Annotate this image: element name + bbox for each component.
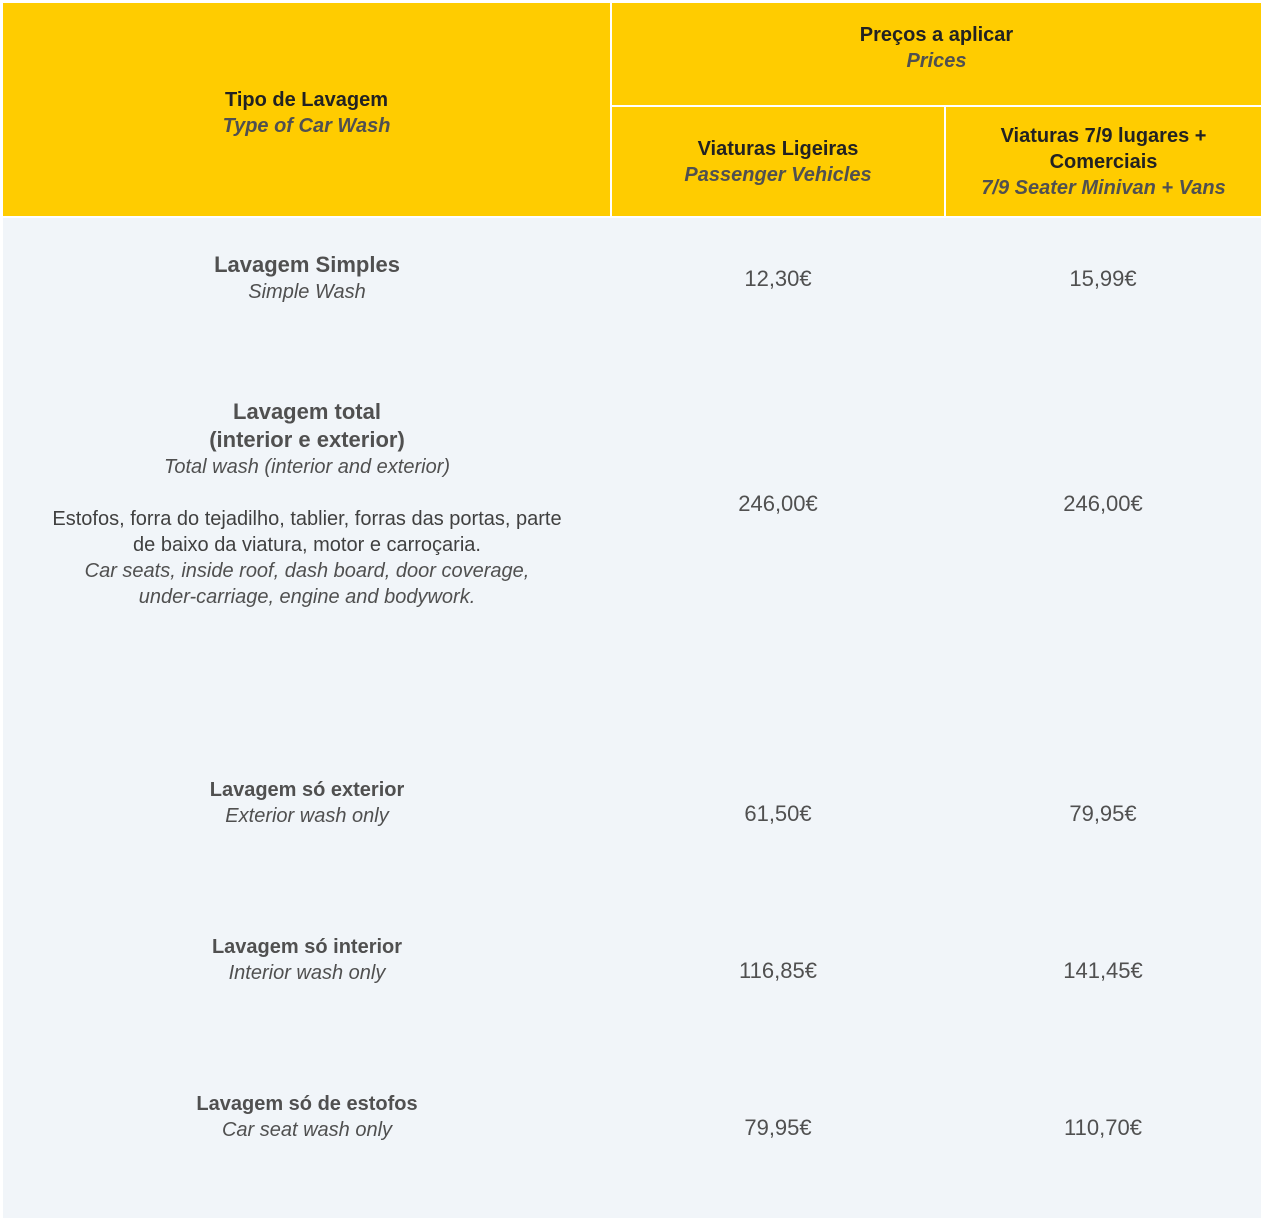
- price-passenger-value: 61,50€: [744, 801, 812, 826]
- header-passenger-pt: Viaturas Ligeiras: [697, 137, 859, 160]
- price-minivan-value: 246,00€: [1063, 491, 1143, 516]
- header-prices-en: Prices: [906, 50, 967, 72]
- price-passenger: [611, 898, 945, 1055]
- header-minivan-pt-line2: Comerciais: [1049, 150, 1158, 173]
- wash-type-en: Interior wash only: [228, 962, 386, 984]
- wash-type-en: Exterior wash only: [225, 805, 389, 827]
- wash-type-pt-line1: Lavagem total: [233, 399, 381, 424]
- header-prices-pt: Preços a aplicar: [859, 24, 1014, 46]
- header-wash-type-pt: Tipo de Lavagem: [224, 88, 388, 111]
- price-passenger-value: 116,85€: [739, 958, 817, 983]
- header-wash-type: [3, 3, 611, 217]
- table-row: [3, 1055, 1261, 1218]
- wash-type-pt: Lavagem só exterior: [209, 779, 405, 801]
- price-passenger-value: 12,30€: [744, 266, 812, 291]
- table-row: [3, 366, 1261, 741]
- price-passenger: [611, 741, 945, 898]
- wash-type-cell: [3, 217, 611, 366]
- wash-type-cell: [3, 366, 611, 741]
- price-minivan-value: 79,95€: [1069, 801, 1137, 826]
- header-minivan-pt-line1: Viaturas 7/9 lugares +: [1000, 124, 1207, 147]
- wash-description-pt-line2: de baixo da viatura, motor e carroçaria.: [133, 534, 481, 556]
- price-passenger: [611, 217, 945, 366]
- table-row: [3, 741, 1261, 898]
- header-minivan-en: 7/9 Seater Minivan + Vans: [981, 176, 1226, 199]
- car-wash-price-table: [3, 3, 1261, 1218]
- price-minivan-value: 110,70€: [1064, 1115, 1142, 1140]
- price-minivan: [945, 898, 1261, 1055]
- price-passenger-value: 79,95€: [744, 1115, 812, 1140]
- price-minivan: [945, 741, 1261, 898]
- wash-type-en: Car seat wash only: [221, 1119, 393, 1141]
- table-row: [3, 898, 1261, 1055]
- wash-type-pt-line2: (interior e exterior): [209, 427, 405, 452]
- header-wash-type-en: Type of Car Wash: [222, 114, 391, 137]
- price-minivan: [945, 366, 1261, 741]
- header-minivan-vans: [945, 106, 1261, 217]
- wash-type-en: Simple Wash: [248, 281, 366, 303]
- header-passenger-en: Passenger Vehicles: [684, 163, 872, 186]
- price-minivan: [945, 217, 1261, 366]
- price-minivan-value: 141,45€: [1063, 958, 1143, 983]
- wash-type-cell: [3, 898, 611, 1055]
- wash-type-en: Total wash (interior and exterior): [163, 456, 451, 478]
- header-passenger-vehicles: [611, 106, 945, 217]
- price-passenger: [611, 1055, 945, 1218]
- wash-description-pt-line1: Estofos, forra do tejadilho, tablier, forras das portas, parte: [52, 508, 562, 530]
- price-passenger: [611, 366, 945, 741]
- price-passenger-value: 246,00€: [738, 491, 818, 516]
- header-row-top: [3, 3, 1261, 106]
- wash-type-cell: [3, 741, 611, 898]
- price-minivan: [945, 1055, 1261, 1218]
- wash-type-cell: [3, 1055, 611, 1218]
- wash-description-en-line1: Car seats, inside roof, dash board, door coverage,: [84, 560, 530, 582]
- wash-type-pt: Lavagem só interior: [211, 936, 403, 958]
- wash-type-pt: Lavagem Simples: [214, 252, 400, 277]
- header-prices: [611, 3, 1261, 106]
- price-minivan-value: 15,99€: [1069, 266, 1137, 291]
- wash-description-en-line2: under-carriage, engine and bodywork.: [138, 586, 476, 608]
- wash-type-pt: Lavagem só de estofos: [196, 1093, 418, 1115]
- table-row: [3, 217, 1261, 366]
